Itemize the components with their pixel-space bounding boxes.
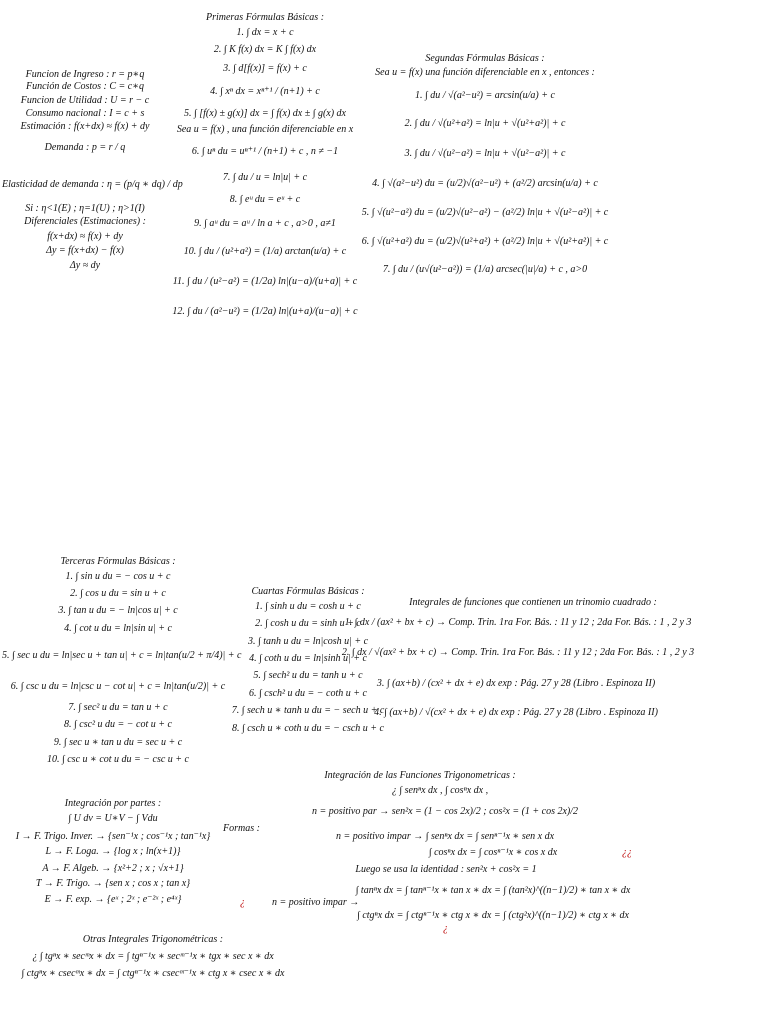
formula-line: 6. ∫ csc u du = ln|csc u − cot u| + c = ln|tan(u/2)| + c: [10, 681, 226, 692]
formula-line: Función de Costos : C = c∗q: [26, 81, 144, 92]
formula-line: n = positivo impar → ∫ senⁿx dx = ∫ senⁿ⁻¹x ∗ sen x dx: [335, 831, 555, 842]
formula-line: 1. ∫ du / √(a²−u²) = arcsin(u/a) + c: [415, 90, 555, 101]
formula-line: 1. ∫ dx / (ax² + bx + c) → Comp. Trin. 1ra For. Bás. : 11 y 12 ; 2da For. Bás. : 1 , 2 y 3: [344, 617, 692, 628]
section-title: Terceras Fórmulas Básicas :: [60, 556, 176, 567]
formula-line: n = positivo impar →: [272, 897, 360, 908]
formula-line: 4. ∫ (ax+b) / √(cx² + dx + e) dx exp : Pág. 27 y 28 (Libro . Espinoza II): [374, 707, 658, 718]
formula-line: Luego se usa la identidad : sen²x + cos²x = 1: [355, 864, 537, 875]
formula-line: 12. ∫ du / (a²−u²) = (1/2a) ln|(u+a)/(u−a)| + c: [172, 306, 358, 317]
formula-line: 8. ∫ csch u ∗ coth u du = − csch u + c: [232, 723, 384, 734]
section-title: Otras Integrales Trigonométricas :: [82, 934, 224, 945]
formula-line: Sea u = f(x) , una función diferenciable en x: [176, 124, 354, 135]
formula-line: n = positivo par → sen²x = (1 − cos 2x)/2 ; cos²x = (1 + cos 2x)/2: [311, 806, 579, 817]
formula-line: 3. ∫ d[f(x)] = f(x) + c: [223, 63, 307, 74]
formula-line: 4. ∫ xⁿ dx = xⁿ⁺¹ / (n+1) + c: [210, 86, 320, 97]
formula-line: 11. ∫ du / (u²−a²) = (1/2a) ln|(u−a)/(u+a)| + c: [172, 276, 358, 287]
formula-line: 7. ∫ du / u = ln|u| + c: [222, 172, 308, 183]
formula-line: Δy ≈ dy: [69, 260, 101, 271]
formula-line: 2. ∫ cosh u du = sinh u + c: [255, 618, 361, 629]
section-title: Integración por partes :: [64, 798, 162, 809]
section-title: Cuartas Fórmulas Básicas :: [251, 586, 365, 597]
formula-line: Diferenciales (Estimaciones) :: [24, 216, 146, 227]
formula-line: 2. ∫ du / √(u²+a²) = ln|u + √(u²+a²)| + c: [404, 118, 566, 129]
formula-line: 7. ∫ sec² u du = tan u + c: [68, 702, 168, 713]
formula-line: Δy = f(x+dx) − f(x): [46, 245, 124, 256]
formula-line: Funcion de Ingreso : r = p∗q: [25, 69, 145, 80]
formula-line: Estimación : f(x+dx) ≈ f(x) + dy: [20, 121, 150, 132]
section-title: Integración de las Funciones Trigonometricas :: [324, 770, 516, 781]
formula-line: I → F. Trigo. Inver. → {sen⁻¹x ; cos⁻¹x ; tan⁻¹x}: [15, 831, 211, 842]
formula-line: A → F. Algeb. → {x²+2 ; x ; √x+1}: [42, 863, 184, 874]
formula-line: 3. ∫ du / √(u²−a²) = ln|u + √(u²−a²)| + c: [404, 148, 566, 159]
formula-line: 4. ∫ √(a²−u²) du = (u/2)√(a²−u²) + (a²/2) arcsin(u/a) + c: [372, 178, 598, 189]
section-title: Primeras Fórmulas Básicas :: [205, 12, 325, 23]
formula-line: 2. ∫ dx / √(ax² + bx + c) → Comp. Trin. 1ra For. Bás. : 11 y 12 ; 2da For. Bás. : 1 , 2 y 3: [341, 647, 695, 658]
formula-line: 5. ∫ sech² u du = tanh u + c: [253, 670, 363, 681]
formula-line: 2. ∫ cos u du = sin u + c: [70, 588, 166, 599]
formula-line: f(x+dx) ≈ f(x) + dy: [47, 231, 123, 242]
formula-line: 4. ∫ coth u du = ln|sinh u| + c: [249, 653, 367, 664]
formula-line: Si : η<1(E) ; η=1(U) ; η>1(I): [25, 203, 145, 214]
formula-line: Demanda : p = r / q: [44, 142, 126, 153]
formula-line: Funcion de Utilidad : U = r − c: [20, 95, 150, 106]
inverted-question-mark: ¿: [240, 897, 245, 908]
formula-line: 8. ∫ eᵘ du = eᵘ + c: [229, 194, 301, 205]
formula-line: 7. ∫ du / (u√(u²−a²)) = (1/a) arcsec(|u|/a) + c , a>0: [382, 264, 588, 275]
formula-line: ∫ ctgⁿx dx = ∫ ctgⁿ⁻¹x ∗ ctg x ∗ dx = ∫ (ctg²x)^((n−1)/2) ∗ ctg x ∗ dx: [357, 910, 629, 921]
formula-line: 6. ∫ √(u²+a²) du = (u/2)√(u²+a²) + (a²/2) ln|u + √(u²+a²)| + c: [361, 236, 609, 247]
formula-line: 3. ∫ tanh u du = ln|cosh u| + c: [247, 636, 369, 647]
formula-line: 3. ∫ (ax+b) / (cx² + dx + e) dx exp : Pág. 27 y 28 (Libro . Espinoza II): [376, 678, 656, 689]
formula-line: ¿ ∫ senⁿx dx , ∫ cosⁿx dx ,: [391, 785, 489, 796]
formula-line: 1. ∫ sin u du = − cos u + c: [65, 571, 171, 582]
formula-line: ∫ U dv = U∗V − ∫ Vdu: [68, 813, 158, 824]
formula-line: T → F. Trigo. → {sen x ; cos x ; tan x}: [35, 878, 191, 889]
formula-line: ∫ tanⁿx dx = ∫ tanⁿ⁻¹x ∗ tan x ∗ dx = ∫ (tan²x)^((n−1)/2) ∗ tan x ∗ dx: [355, 885, 631, 896]
formula-line: 5. ∫ sec u du = ln|sec u + tan u| + c = ln|tan(u/2 + π/4)| + c: [1, 650, 242, 661]
inverted-question-mark: ¿: [443, 923, 448, 934]
formula-line: Elasticidad de demanda : η = (p/q ∗ dq) / dp: [1, 179, 183, 190]
formula-line: 4. ∫ cot u du = ln|sin u| + c: [64, 623, 172, 634]
formula-line: 9. ∫ sec u ∗ tan u du = sec u + c: [53, 737, 183, 748]
section-title: Segundas Fórmulas Básicas :: [425, 53, 545, 64]
formula-line: 6. ∫ csch² u du = − coth u + c: [249, 688, 367, 699]
formula-line: 5. ∫ [f(x) ± g(x)] dx = ∫ f(x) dx ± ∫ g(x) dx: [184, 108, 346, 119]
formula-line: 5. ∫ √(u²−a²) du = (u/2)√(u²−a²) − (a²/2) ln|u + √(u²−a²)| + c: [361, 207, 609, 218]
formas-label: Formas :: [223, 823, 260, 834]
formula-line: 10. ∫ du / (u²+a²) = (1/a) arctan(u/a) + c: [183, 246, 347, 257]
inverted-question-mark: ¿¿: [622, 847, 632, 858]
formula-line: 10. ∫ csc u ∗ cot u du = − csc u + c: [47, 754, 189, 765]
formula-line: 7. ∫ sech u ∗ tanh u du = − sech u + c: [231, 705, 385, 716]
formula-line: 6. ∫ uⁿ du = uⁿ⁺¹ / (n+1) + c , n ≠ −1: [191, 146, 339, 157]
section-title: Integrales de funciones que contienen un trinomio cuadrado :: [409, 597, 657, 608]
formula-line: ∫ cosⁿx dx = ∫ cosⁿ⁻¹x ∗ cos x dx: [428, 847, 558, 858]
formula-line: Sea u = f(x) una función diferenciable en x , entonces :: [375, 67, 595, 78]
formula-line: 1. ∫ sinh u du = cosh u + c: [255, 601, 361, 612]
formula-line: ∫ ctgⁿx ∗ csecᵐx ∗ dx = ∫ ctgⁿ⁻¹x ∗ csecᵐ⁻¹x ∗ ctg x ∗ csec x ∗ dx: [21, 968, 285, 979]
formula-line: ¿ ∫ tgⁿx ∗ secᵐx ∗ dx = ∫ tgⁿ⁻¹x ∗ secᵐ⁻¹x ∗ tgx ∗ sec x ∗ dx: [32, 951, 274, 962]
formula-line: 9. ∫ aᵘ du = aᵘ / ln a + c , a>0 , a≠1: [194, 218, 336, 229]
formula-line: E → F. exp. → {eˣ ; 2ˣ ; e⁻²ˣ ; e⁴ˣ}: [44, 894, 182, 905]
formula-line: 8. ∫ csc² u du = − cot u + c: [64, 719, 172, 730]
formula-line: Consumo nacional : I = c + s: [25, 108, 145, 119]
formula-line: L → F. Loga. → {log x ; ln(x+1)}: [45, 846, 181, 857]
formula-line: 3. ∫ tan u du = − ln|cos u| + c: [58, 605, 178, 616]
formula-line: 2. ∫ K f(x) dx = K ∫ f(x) dx: [213, 44, 317, 55]
formula-line: 1. ∫ dx = x + c: [236, 27, 294, 38]
